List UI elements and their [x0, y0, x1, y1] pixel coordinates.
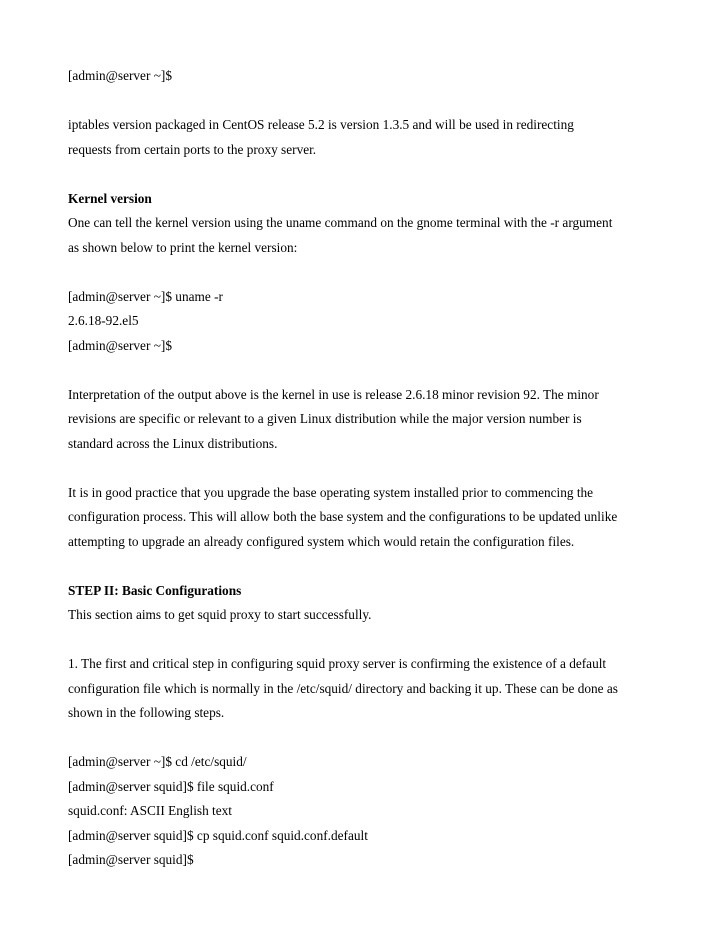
blank-line: [68, 358, 668, 383]
blank-line: [68, 162, 668, 187]
kernel-version-heading: Kernel version: [68, 190, 152, 206]
command-line: [admin@server squid]$ file squid.conf: [68, 778, 274, 794]
step-two-heading: STEP II: Basic Configurations: [68, 582, 242, 598]
interpretation-paragraph: [68, 383, 668, 457]
command-output-line: squid.conf: ASCII English text: [68, 803, 232, 818]
step-one-paragraph: [68, 652, 668, 726]
blank-line: [68, 726, 668, 751]
paragraph-line: configuration file which is normally in the /etc/squid/ directory and backing it up. These can be done as: [68, 680, 618, 696]
command-line: [admin@server squid]$: [68, 852, 194, 867]
command-line: [admin@server ~]$ cd /etc/squid/: [68, 754, 247, 769]
uname-command-block: [68, 285, 668, 359]
iptables-paragraph: [68, 113, 668, 162]
paragraph-line: attempting to upgrade an already configured system which would retain the configuration files.: [68, 533, 575, 549]
command-line: [admin@server ~]$ uname -r: [68, 288, 223, 304]
terminal-prompt-line: [admin@server ~]$: [68, 68, 172, 83]
paragraph-line: as shown below to print the kernel version:: [68, 239, 298, 255]
command-line: [admin@server squid]$ cp squid.conf squid.conf.default: [68, 827, 368, 843]
command-output-line: 2.6.18-92.el5: [68, 313, 139, 328]
command-line: [admin@server ~]$: [68, 337, 172, 353]
blank-line: [68, 554, 668, 579]
kernel-paragraph: [68, 211, 668, 260]
blank-line: [68, 456, 668, 481]
paragraph-line: One can tell the kernel version using the uname command on the gnome terminal with the -r argument: [68, 215, 613, 230]
paragraph-line: iptables version packaged in CentOS release 5.2 is version 1.3.5 and will be used in redirecting: [68, 117, 574, 132]
paragraph-line: requests from certain ports to the proxy server.: [68, 141, 317, 157]
document-page: [68, 64, 668, 873]
paragraph-line: shown in the following steps.: [68, 705, 225, 720]
blank-line: [68, 260, 668, 285]
paragraph-line: configuration process. This will allow both the base system and the configurations to be updated unlike: [68, 509, 618, 524]
paragraph-line: revisions are specific or relevant to a given Linux distribution while the major version number is: [68, 411, 582, 426]
blank-line: [68, 628, 668, 653]
blank-line: [68, 89, 668, 114]
upgrade-paragraph: [68, 481, 668, 555]
paragraph-line: 1. The first and critical step in configuring squid proxy server is confirming the existence of a default: [68, 656, 607, 671]
paragraph-line: standard across the Linux distributions.: [68, 435, 278, 451]
paragraph-line: Interpretation of the output above is the kernel in use is release 2.6.18 minor revision 92. The minor: [68, 386, 599, 402]
paragraph-line: It is in good practice that you upgrade the base operating system installed prior to commencing the: [68, 484, 594, 500]
step-two-intro: This section aims to get squid proxy to start successfully.: [68, 607, 372, 622]
squid-command-block: [68, 750, 668, 873]
